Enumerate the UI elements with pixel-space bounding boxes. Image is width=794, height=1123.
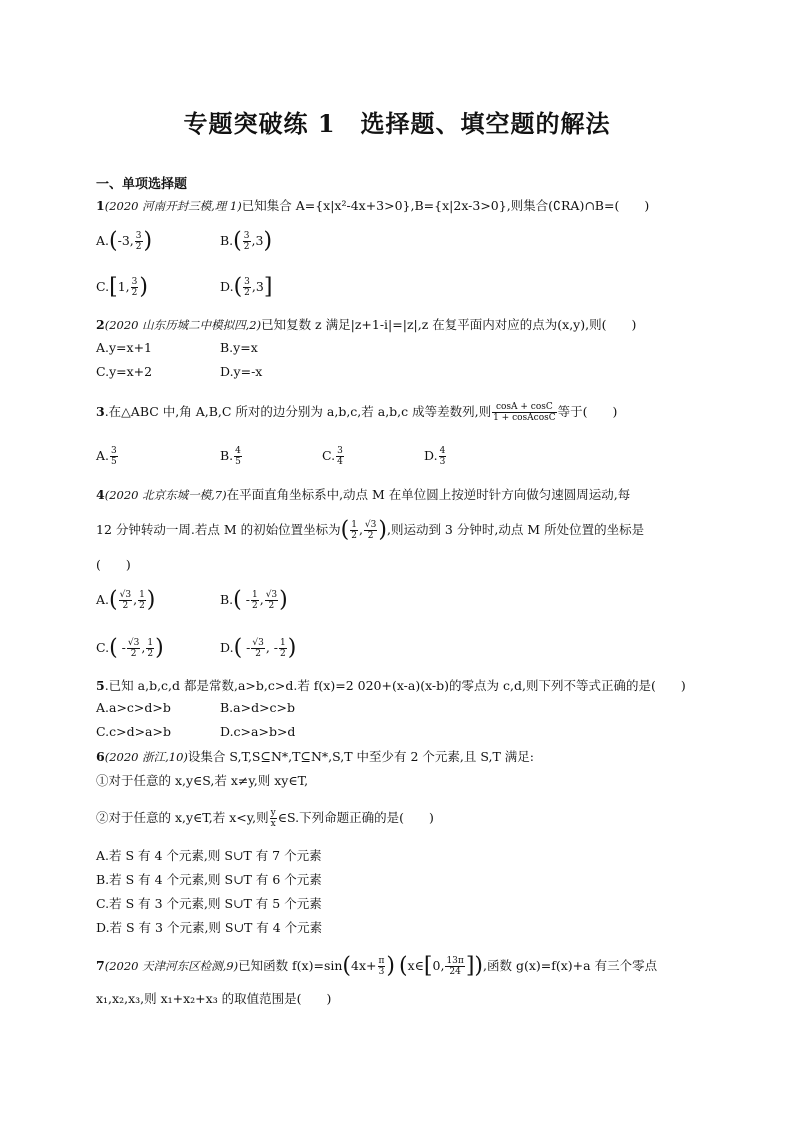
option-a: A.( $\frac{√3}{2}$ , $\frac{1}{2}$ ) [96,587,156,613]
question-text: 已知集合 A={x|x²-4x+3>0},B={x|2x-3>0},则集合(∁RA)∩B=( ) [241,198,650,213]
question-5: 5.已知 a,b,c,d 都是常数,a>b,c>d.若 f(x)=2 020+(x-a)(x-b)的零点为 c,d,则下列不等式正确的是( ) [96,678,686,693]
question-7: 7(2020 天津河东区检测,9)已知函数 f(x)=sin(4x+ $\frac{\pi}{3}$ ) (x∈[0, $\frac{13\pi}{24}$ ]),函数 g(x)=f(x)+a 有三个零点 [96,953,658,979]
question-4-line3: ( ) [96,557,131,572]
fraction: $\frac{\cos A + \cos C}{\text{1 + cosAcosC}}$ [493,402,556,423]
option-c: C.[1, $\frac{3}{2}$ ) [96,274,148,300]
question-6: 6(2020 浙江,10)设集合 S,T,S⊆N*,T⊆N*,S,T 中至少有 2 个元素,且 S,T 满足: [96,749,534,764]
option-b: B. $\frac{4}{5}$ [220,446,241,467]
option-d: D. $\frac{4}{3}$ [424,446,446,467]
option-a: A. $\frac{3}{5}$ [96,446,117,467]
option-b: B.( - $\frac{1}{2}$ , $\frac{√3}{2}$ ) [220,587,288,613]
option-d: D.c>a>b>d [220,724,296,739]
option-a: A.a>c>d>b [96,700,171,715]
option-b: B.( $\frac{3}{2}$ ,3) [220,228,273,254]
page-title: 专题突破练 1 选择题、填空题的解法 [183,109,611,138]
option-d: D.若 S 有 3 个元素,则 S∪T 有 4 个元素 [96,920,323,935]
option-a: A.(-3, $\frac{3}{2}$ ) [96,228,153,254]
option-b: B.若 S 有 4 个元素,则 S∪T 有 6 个元素 [96,872,322,887]
option-a: A.y=x+1 [96,340,153,355]
question-2: 2(2020 山东历城二中模拟四,2)已知复数 z 满足|z+1-i|=|z|,z 在复平面内对应的点为(x,y),则( ) [96,317,637,332]
option-d: D.( - $\frac{√3}{2}$ , - $\frac{1}{2}$ ) [220,635,297,661]
condition-1: ①对于任意的 x,y∈S,若 x≠y,则 xy∈T, [96,773,309,788]
section-heading: 一、单项选择题 [96,177,188,192]
option-d: D.( $\frac{3}{2}$ ,3] [220,274,273,300]
option-c: C.c>d>a>b [96,724,171,739]
option-b: B.y=x [220,340,258,355]
option-c: C.y=x+2 [96,364,153,379]
question-4: 4(2020 北京东城一模,7)在平面直角坐标系中,动点 M 在单位圆上按逆时针方向做匀速圆周运动,每 [96,487,631,502]
option-d: D.y=-x [220,364,263,379]
condition-2: ②对于任意的 x,y∈T,若 x<y,则 $\frac{y}{x}$ ∈S.下列命题正确的是( ) [96,808,434,829]
question-7-line2: x₁,x₂,x₃,则 x₁+x₂+x₃ 的取值范围是( ) [96,991,332,1006]
option-a: A.若 S 有 4 个元素,则 S∪T 有 7 个元素 [96,848,322,863]
question-number: 1 [96,198,105,213]
option-b: B.a>d>c>b [220,700,296,715]
question-4-line2: 12 分钟转动一周.若点 M 的初始位置坐标为( $\frac{1}{2}$ , $\frac{√3}{2}$ ),则运动到 3 分钟时,动点 M 所处位置的坐标是 [96,517,645,543]
option-c: C.若 S 有 3 个元素,则 S∪T 有 5 个元素 [96,896,322,911]
question-1 [96,197,649,215]
question-source: (2020 河南开封三模,理 1) [104,199,242,213]
option-c: C. $\frac{3}{4}$ [322,446,343,467]
option-c: C.( - $\frac{√3}{2}$ , $\frac{1}{2}$ ) [96,635,164,661]
question-3: 3.在△ABC 中,角 A,B,C 所对的边分别为 a,b,c,若 a,b,c 成等差数列,则 $\frac{\cos A + \cos C}{\text{1 + cosAcosC}}$ 等于( ) [96,402,618,423]
